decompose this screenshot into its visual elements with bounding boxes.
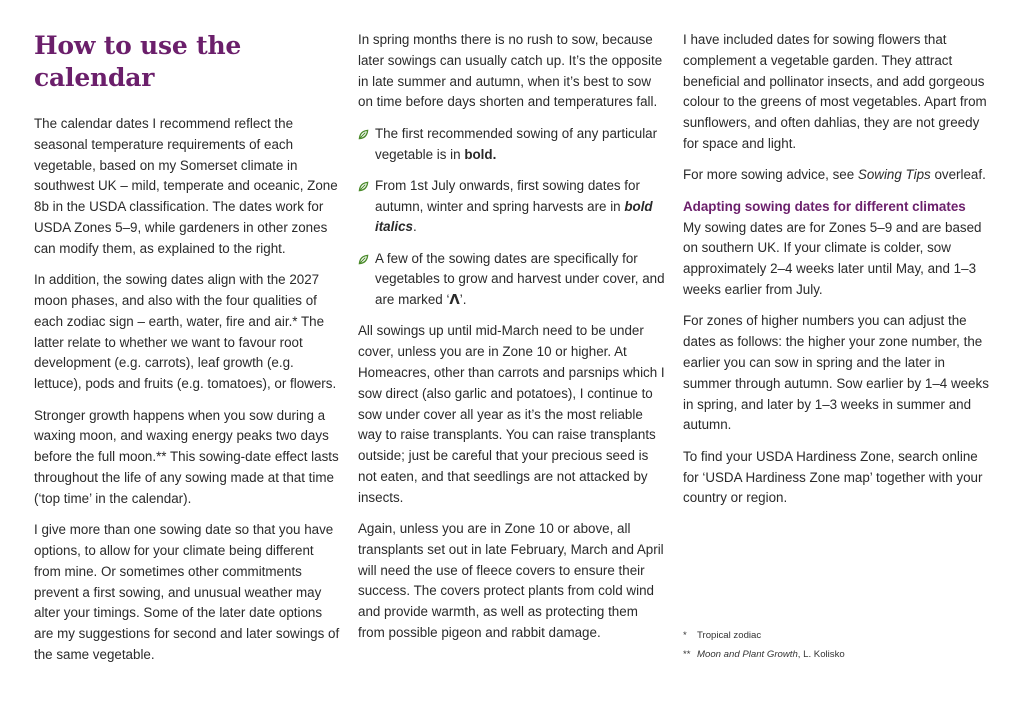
paragraph-moon-phases: In addition, the sowing dates align with the 2027 moon phases, and also with the four qualities of each zodiac sign – earth, water, fire and air.* The latter relate to whether we want to favour root development (e.g. carrots), leaf growth (e.g. lettuce), pods and fruits (e.g. tomatoes), or flowers. xyxy=(34,272,337,392)
list-item xyxy=(358,124,668,166)
paragraph-fleece: Again, unless you are in Zone 10 or above, all transplants set out in late February, March and April will need the use of fleece covers to ensure their success. The covers protect plants from cold wind and provide warmth, as well as protecting them from possible pigeon and rabbit damage. xyxy=(358,521,664,641)
column-middle xyxy=(358,30,668,654)
list-item xyxy=(358,249,668,311)
column-right xyxy=(683,30,993,520)
list-item xyxy=(358,176,668,238)
sowing-tips-ref: Sowing Tips xyxy=(857,167,931,183)
paragraph-waxing-moon: Stronger growth happens when you sow during a waxing moon, and waxing energy peaks two days before the full moon.** This sowing-date effect lasts throughout the life of any sowing made at that time (‘top time’ in the calendar). xyxy=(34,407,339,506)
leaf-icon xyxy=(358,129,369,140)
page-title: How to use the calendar xyxy=(34,31,242,92)
bullet-bold: bold. xyxy=(464,146,497,162)
footnote-1: * Tropical zodiac xyxy=(683,630,762,641)
bullet-end: ’. xyxy=(459,292,467,308)
paragraph-intro: The calendar dates I recommend reflect the seasonal temperature requirements of each vegetable, based on my Somerset climate in southwest UK – mild, temperate and oceanic, Zone 8b in the USDA classification. The dates work for USDA Zones 5–9, while gardeners in other zones can modify them, as explained to the right. xyxy=(34,116,338,256)
bullet-text: The first recommended sowing of any particular vegetable is in xyxy=(375,125,658,162)
paragraph-higher-zones: For zones of higher numbers you can adjust the dates as follows: the higher your zone number, the earlier you can sow in spring and the later in summer through autumn. Sow earlier by 1–4 weeks in spring, and later by 1–3 weeks in summer and autumn. xyxy=(683,313,989,433)
paragraph-options: I give more than one sowing date so that you have options, to allow for your climate being different from mine. Or sometimes other commitments prevent a first sowing, and unusual weather may alter your timings. Some of the later date options are my suggestions for second and later sowings of the same vegetable. xyxy=(34,522,340,662)
bullet-text: A few of the sowing dates are specifically for vegetables to grow and harvest under cover, and are marked ‘ xyxy=(375,250,665,308)
subheading-climates: Adapting sowing dates for different climates xyxy=(683,198,966,214)
column-left xyxy=(34,30,342,676)
bullet-list xyxy=(358,124,668,311)
bullet-text: From 1st July onwards, first sowing dates for autumn, winter and spring harvests are in xyxy=(375,177,640,214)
leaf-icon xyxy=(358,181,369,192)
leaf-icon xyxy=(358,254,369,265)
cover-mark-icon: ᐱ xyxy=(449,292,460,308)
paragraph-spring: In spring months there is no rush to sow, because later sowings can usually catch up. It’s the opposite in late summer and autumn, when it’s best to sow on time before days shorten and temperatures fall. xyxy=(358,32,663,110)
paragraph-zones: Adapting sowing dates for different climates My sowing dates are for Zones 5–9 and are based on southern UK. If your climate is colder, sow approximately 2–4 weeks later until May, and 1–3 weeks earlier from July. xyxy=(683,197,993,301)
paragraph-flowers: I have included dates for sowing flowers that complement a vegetable garden. They attract beneficial and pollinator insects, and add gorgeous colour to the greens of most vegetables. Apart from sunflowers, and often dahlias, they are not greedy for space and light. xyxy=(683,32,987,151)
footnote-2: ** Moon and Plant Growth, L. Kolisko xyxy=(683,649,845,660)
bullet-end: . xyxy=(412,219,417,235)
paragraph-hardiness: To find your USDA Hardiness Zone, search online for ‘USDA Hardiness Zone map’ together with your country or region. xyxy=(683,448,983,506)
bullet-bold-italic: bold italics xyxy=(375,198,653,235)
paragraph-sowing-tips: For more sowing advice, see Sowing Tips overleaf. xyxy=(683,167,986,183)
paragraph-under-cover: All sowings up until mid-March need to be under cover, unless you are in Zone 10 or higher. At Homeacres, other than carrots and parsnips which I sow direct (also garlic and potatoes), I continue to sow under cover all year as it’s the most reliable way to raise transplants. You can raise transplants outside; just be careful that your precious seed is not eaten, and that seedlings are not attacked by insects. xyxy=(358,323,665,505)
